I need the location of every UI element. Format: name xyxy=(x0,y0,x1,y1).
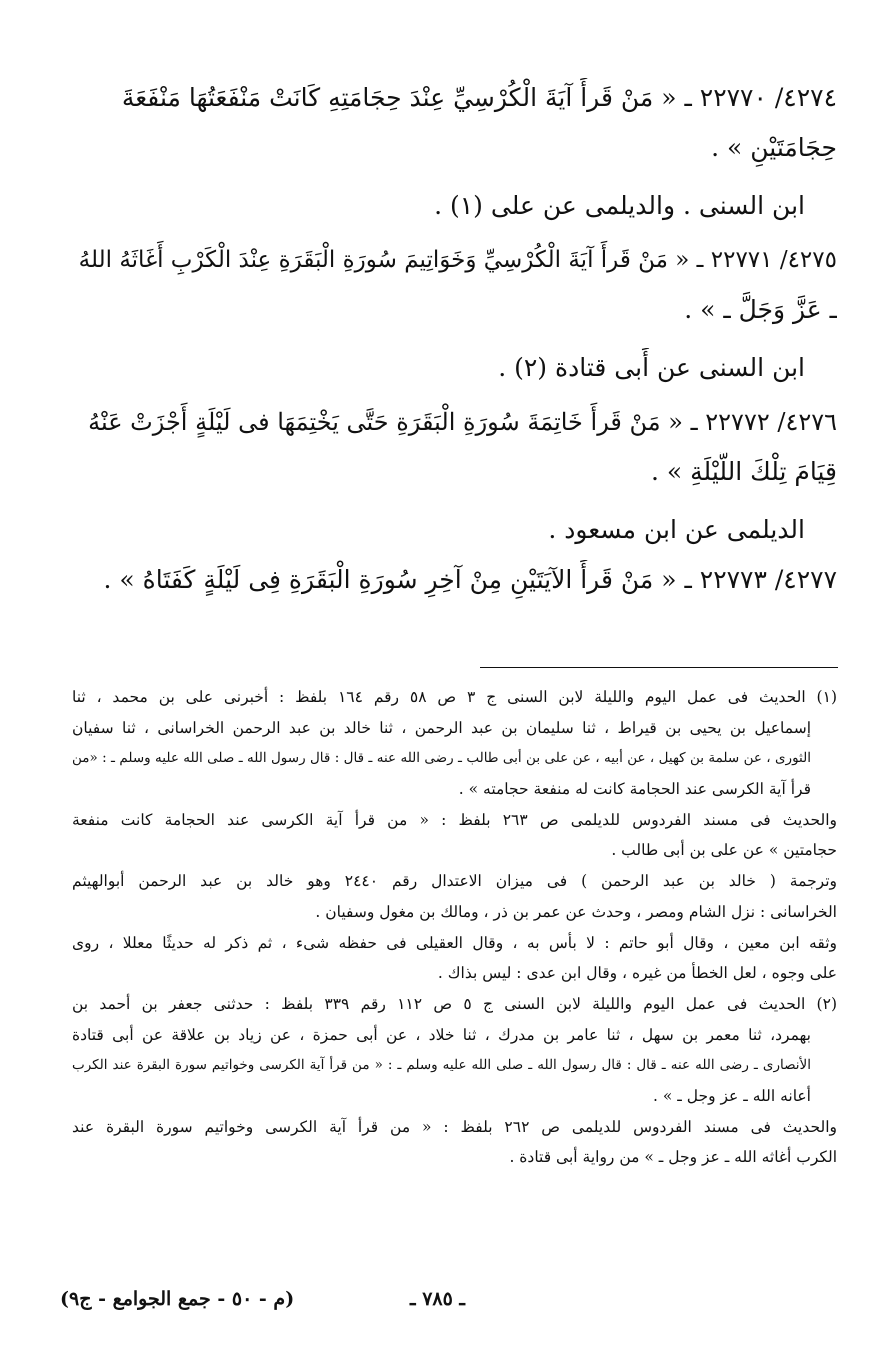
footnote-line: على وجوه ، لعل الخطأ من غيره ، وقال ابن عدى : ليس بذاك . xyxy=(437,964,837,983)
hadith-line: ٤٢٧٦/ ٢٢٧٧٢ ـ « مَنْ قَرأَ خَاتِمَةَ سُورَةِ الْبَقَرَةِ حَتَّى يَخْتِمَهَا فى لَيْلَةٍ أَجْزَتْ عَنْهُ xyxy=(88,408,837,436)
hadith-line: ٤٢٧٧/ ٢٢٧٧٣ ـ « مَنْ قَرأَ الآيَتَيْنِ مِنْ آخِرِ سُورَةِ الْبَقَرَةِ فِى لَيْلَةٍ كَفَتَاهُ » . xyxy=(103,565,837,594)
footnote-line: والحديث فى مسند الفردوس للديلمى ص ٢٦٢ بلفظ : « من قرأ آية الكرسى وخواتيم سورة البقرة عند xyxy=(72,1117,837,1136)
hadith-line: حِجَامَتَيْنِ » . xyxy=(711,133,837,162)
footnote-divider xyxy=(480,667,838,668)
footnote-line: إسماعيل بن يحيى بن قيراط ، ثنا سليمان بن عبد الرحمن ، ثنا خالد بن عبد الرحمن الخراسانى ، ثنا سفيان xyxy=(72,718,811,737)
page-number: ـ ٧٨٥ ـ xyxy=(410,1288,465,1310)
hadith-source: ابن السنى عن أَبى قتادة (٢) . xyxy=(498,353,805,382)
footnote-line: الثورى ، عن سلمة بن كهيل ، عن أبيه ، عن على بن أبى طالب ـ رضى الله عنه ـ قال : قال رسول الله ـ صلى الله عليه وسلم ـ : «من xyxy=(72,750,811,767)
footnote-line: قرأ آية الكرسى عند الحجامة كانت له منفعة حجامته » . xyxy=(458,780,811,799)
hadith-line: قِيَامَ تِلْكَ اللَّيْلَةِ » . xyxy=(651,457,837,486)
footnote-line: والحديث فى مسند الفردوس للديلمى ص ٢٦٣ بلفظ : « من قرأ آية الكرسى عند الحجامة كانت منفعة xyxy=(72,810,837,829)
footnote-line: أعانه الله ـ عز وجل ـ » . xyxy=(653,1086,811,1105)
footnote-line: الخراسانى : نزل الشام ومصر ، وحدث عن عمر بن ذر ، ومالك بن مغول وسفيان . xyxy=(315,902,837,921)
hadith-line: ٤٢٧٤/ ٢٢٧٧٠ ـ « مَنْ قَرأَ آيَةَ الْكُرْسِيِّ عِنْدَ حِجَامَتِهِ كَانَتْ مَنْفَعَتُهَا مَنْفَعَةَ xyxy=(121,83,837,112)
footnote-line: (٢) الحديث فى عمل اليوم والليلة لابن السنى ج ٥ ص ١١٢ رقم ٣٣٩ بلفظ : حدثنى جعفر بن أحمد بن xyxy=(72,994,837,1013)
hadith-source: ابن السنى . والديلمى عن على (١) . xyxy=(434,191,805,220)
hadith-line: ـ عَزَّ وَجَلَّ ـ » . xyxy=(684,295,837,324)
page-footer xyxy=(60,1288,813,1324)
footnote-line: وترجمة ( خالد بن عبد الرحمن ) فى ميزان الاعتدال رقم ٢٤٤٠ وهو خالد بن عبد الرحمن أبوالهيثم xyxy=(72,872,837,891)
footnote-line: حجامتين » عن على بن أبى طالب . xyxy=(611,841,837,860)
hadith-line: ٤٢٧٥/ ٢٢٧٧١ ـ « مَنْ قَرأَ آيَةَ الْكُرْسِيِّ وَخَوَاتِيمَ سُورَةِ الْبَقَرَةِ عِنْدَ الْكَرْبِ أَغَاثَهُ اللهُ xyxy=(78,247,837,273)
footnotes xyxy=(72,682,837,1173)
footnote-line: وثقه ابن معين ، وقال أبو حاتم : لا بأس به ، وقال العقيلى فى حفظه شىء ، ثم ذكر له حديثًا معللا ، روى xyxy=(72,933,837,952)
footnote-line: بهمرد، ثنا معمر بن سهل ، ثنا عامر بن مدرك ، ثنا خلاد ، عن أبى حمزة ، عن زياد بن علاقة عن أبى قتادة xyxy=(72,1025,811,1044)
footnote-line: (١) الحديث فى عمل اليوم والليلة لابن السنى ج ٣ ص ٥٨ رقم ١٦٤ بلفظ : أخبرنى على بن محمد ، ثنا xyxy=(72,688,837,706)
signature-mark: (م - ٥٠ - جمع الجوامع - ج٩) xyxy=(60,1288,295,1310)
footnote-line: الأنصارى ـ رضى الله عنه ـ قال : قال رسول الله ـ صلى الله عليه وسلم ـ : « من قرأ آية الكرسى وخواتيم سورة البقرة عند الكرب xyxy=(72,1057,811,1074)
main-text xyxy=(76,78,837,600)
hadith-source: الديلمى عن ابن مسعود . xyxy=(548,515,805,544)
footnote-line: الكرب أغاثه الله ـ عز وجل ـ » من رواية أبى قتادة . xyxy=(509,1148,837,1167)
